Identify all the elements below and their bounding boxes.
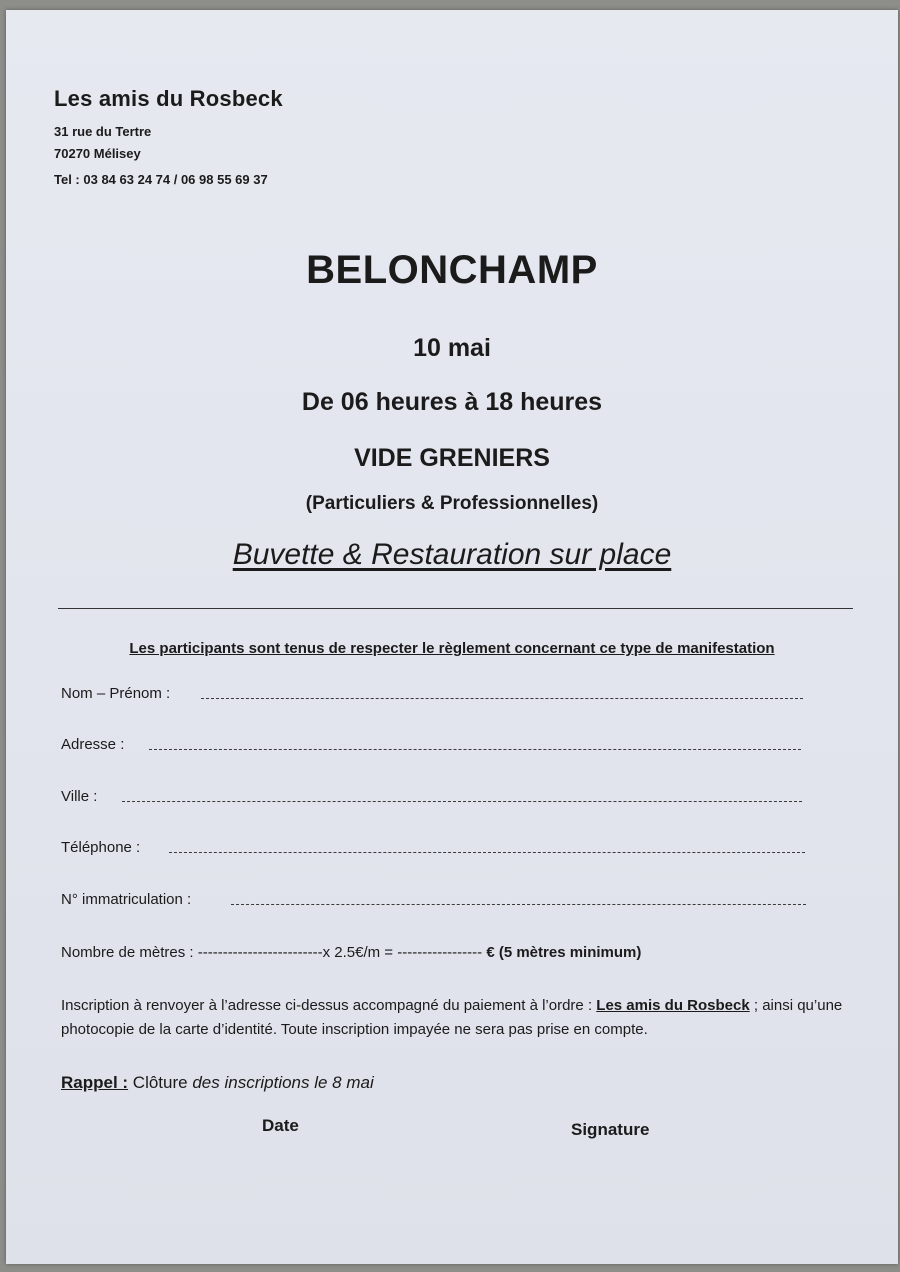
instructions-paragraph — [61, 994, 861, 1042]
catering-notice — [6, 538, 898, 572]
address-label: Adresse : — [61, 736, 125, 753]
reminder-label: Rappel : — [61, 1073, 129, 1092]
event-town: BELONCHAMP — [306, 248, 598, 292]
event-type: VIDE GRENIERS — [354, 444, 550, 472]
meters-label: Nombre de mètres : — [61, 944, 194, 961]
meters-minimum: € (5 mètres minimum) — [486, 944, 642, 961]
city-label: Ville : — [61, 788, 98, 805]
phone-field[interactable] — [169, 852, 805, 853]
city-field[interactable] — [122, 801, 802, 802]
event-audience: (Particuliers & Professionnelles) — [305, 493, 599, 514]
amount-input[interactable]: ----------------- — [397, 944, 483, 961]
contact-phone: Tel : 03 84 63 24 74 / 06 98 55 69 37 — [54, 172, 268, 187]
registration-label: N° immatriculation : — [61, 891, 192, 908]
name-label: Nom – Prénom : — [61, 685, 171, 702]
registration-field[interactable] — [231, 904, 806, 905]
meters-line — [61, 944, 641, 961]
registration-flyer — [6, 10, 898, 1264]
instructions-payee: Les amis du Rosbeck — [596, 997, 750, 1014]
address-street: 31 rue du Tertre — [54, 124, 152, 139]
event-hours: De 06 heures à 18 heures — [301, 388, 603, 416]
event-date: 10 mai — [413, 334, 491, 362]
organization-name: Les amis du Rosbeck — [54, 86, 283, 111]
address-city: 70270 Mélisey — [54, 146, 141, 161]
address-field[interactable] — [149, 749, 801, 750]
date-label: Date — [262, 1116, 299, 1135]
reminder-word: Clôture — [132, 1073, 188, 1092]
instructions-after: ; ainsi qu’une photocopie de la carte d’identité. Toute inscription impayée ne sera pas prise en compte. — [61, 997, 843, 1038]
reminder-text: des inscriptions le 8 mai — [192, 1073, 374, 1092]
phone-label: Téléphone : — [61, 839, 141, 856]
signature-label: Signature — [571, 1120, 650, 1139]
name-field[interactable] — [201, 698, 803, 699]
meters-input[interactable]: ------------------------- — [197, 944, 323, 961]
reminder — [61, 1073, 374, 1093]
catering-text: Buvette & Restauration sur place — [232, 538, 672, 571]
rules-notice-text: Les participants sont tenus de respecter le règlement concernant ce type de manifestation — [129, 640, 775, 657]
instructions-before: Inscription à renvoyer à l’adresse ci-dessus accompagné du paiement à l’ordre : — [61, 997, 593, 1014]
rules-notice — [6, 640, 898, 657]
section-divider — [58, 608, 853, 609]
meters-rate: x 2.5€/m = — [322, 944, 394, 961]
